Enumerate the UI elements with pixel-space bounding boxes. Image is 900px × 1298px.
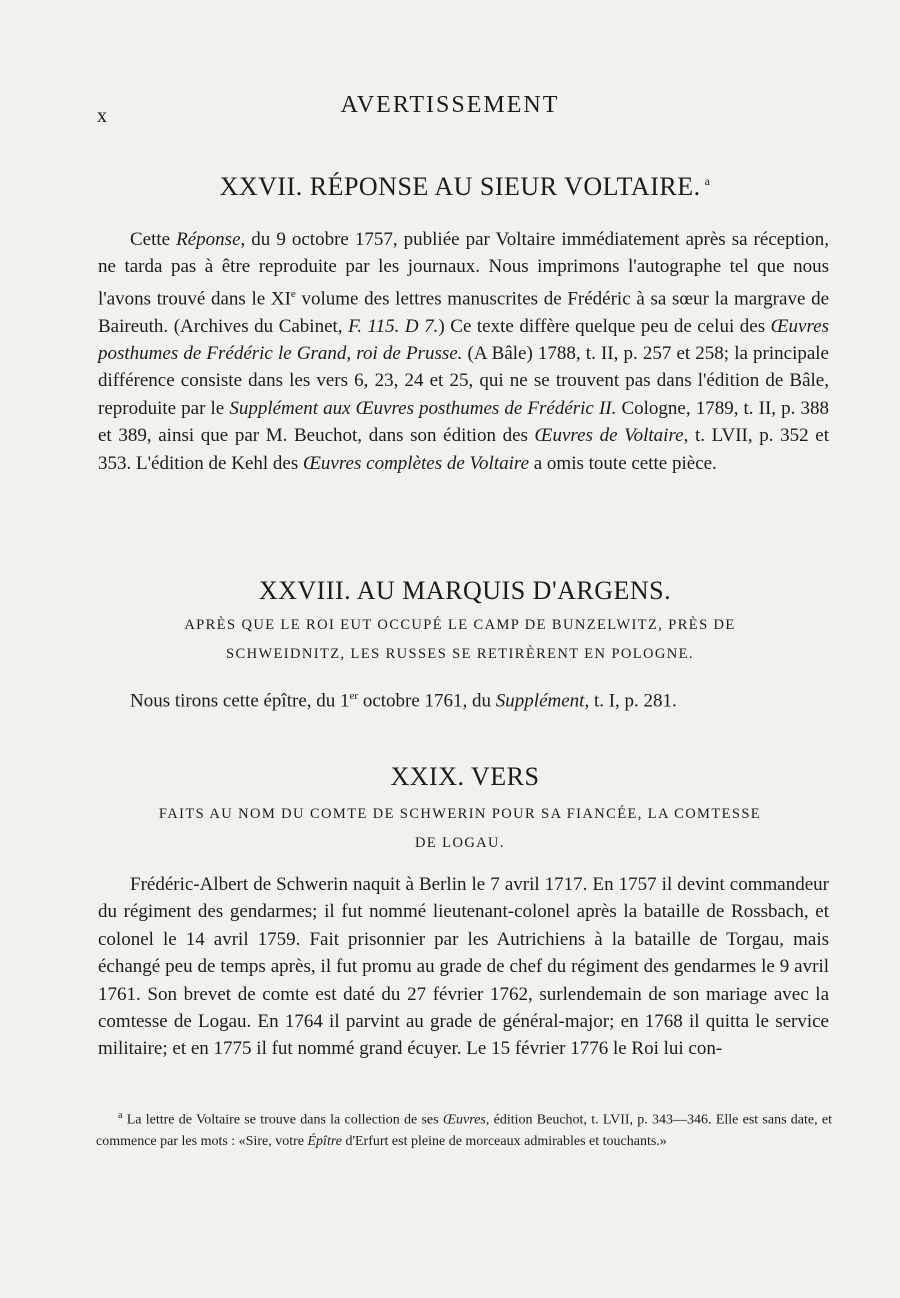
text-run: ) Ce texte diffère quelque peu de celui des [438, 315, 771, 337]
text-run: octobre 1761, du [358, 690, 496, 712]
text-run: a omis toute cette pièce. [529, 452, 717, 474]
paragraph-xxvii [98, 226, 829, 477]
paragraph-xxix [98, 871, 829, 1063]
text-run-italic: Œuvres posthumes de Frédéric le Grand, roi de Prusse. [98, 315, 830, 364]
section-title-xxviii: XXVIII. AU MARQUIS D'ARGENS. [258, 576, 672, 605]
subhead-line: FAITS AU NOM DU COMTE DE SCHWERIN POUR SA FIANCÉE, LA COMTESSE [158, 806, 762, 822]
text-run: Cologne, 1789, t. II, p. 388 et 389, ainsi que par M. Beuchot, dans son édition des [98, 397, 829, 447]
text-run: , du 9 octobre 1757, publiée par Voltaire immédiatement après sa réception, ne tarda pas à être reproduite par les journaux. Nous imprimons l'autographe tel que nous l'avons trouvé dans le XI [98, 229, 829, 310]
section-title-xxvii [0, 172, 900, 202]
subhead-line: DE LOGAU. [415, 835, 505, 851]
text-run-italic: Supplément, [495, 690, 590, 712]
text-run-italic: Épître [307, 1134, 342, 1150]
text-run-italic: Œuvres [442, 1112, 486, 1128]
text-run: , t. LVII, p. 352 et 353. L'édition de Kehl des [98, 425, 829, 474]
text-run: d'Erfurt est pleine de morceaux admirables et touchants.» [341, 1134, 667, 1150]
text-run-italic: Œuvres complètes de Voltaire [303, 452, 529, 474]
text-run: Frédéric-Albert de Schwerin naquit à Berlin le 7 avril 1717. En 1757 il devint commandeur du régiment des gendarmes; il fut nommé lieutenant-colonel après la bataille de Rossbach, et colonel le 14 avril 1759. Fait prisonnier par les Autrichiens à la bataille de Torgau, mais échangé peu de temps après, il fut promu au grade de chef du régiment des gendarmes le 9 avril 1761. Son brevet de comte est daté du 27 février 1762, surlendemain de son mariage avec la comtesse de Logau. En 1764 il parvint au grade de général-major; en 1768 il quitta le service militaire; et en 1775 il fut nommé grand écuyer. Le 15 février 1776 le Roi lui con- [98, 874, 829, 1060]
text-run: (A Bâle) 1788, t. II, p. 257 et 258; la principale différence consiste dans les vers 6, 23, 24 et 25, qui ne se trouvent pas dans l'édition de Bâle, reproduite par le [98, 342, 829, 419]
text-run-italic: Réponse [176, 229, 241, 250]
page-folio: x [97, 105, 108, 127]
text-run: La lettre de Voltaire se trouve dans la collection de ses [122, 1112, 443, 1128]
running-head: AVERTISSEMENT [340, 92, 560, 118]
text-run-superscript: e [290, 287, 296, 300]
subhead-line: APRÈS QUE LE ROI EUT OCCUPÉ LE CAMP DE BUNZELWITZ, PRÈS DE [184, 617, 736, 633]
text-run-italic: F. 115. D 7. [348, 315, 439, 337]
subhead-line: SCHWEIDNITZ, LES RUSSES SE RETIRÈRENT EN POLOGNE. [226, 646, 694, 662]
text-run-superscript: er [349, 690, 359, 702]
text-run: Nous tirons cette épître, du 1 [130, 690, 350, 712]
text-run: , édition Beuchot, t. LVII, p. 343—346. Elle est sans date, et commence par les mots : «Sire, votre [96, 1112, 832, 1150]
section-title-text: XXVII. RÉPONSE AU SIEUR VOLTAIRE. [219, 172, 701, 201]
text-run: volume des lettres manuscrites de Frédéric à sa sœur la margrave de Baireuth. (Archives du Cabinet, [98, 288, 829, 337]
text-run-italic: Supplément aux Œuvres posthumes de Frédéric II. [229, 397, 617, 419]
paragraph-xxviii [98, 683, 829, 715]
text-run: t. I, p. 281. [589, 690, 677, 712]
text-run-italic: Œuvres de Voltaire [534, 425, 684, 447]
text-run: Cette [130, 229, 177, 250]
section-subhead-xxix [110, 800, 810, 858]
section-title-xxix: XXIX. VERS [390, 762, 540, 791]
section-subhead-xxviii [110, 611, 810, 669]
footnote-marker: a [118, 1110, 123, 1121]
footnote [96, 1105, 832, 1153]
footnote-ref: a [704, 174, 711, 189]
